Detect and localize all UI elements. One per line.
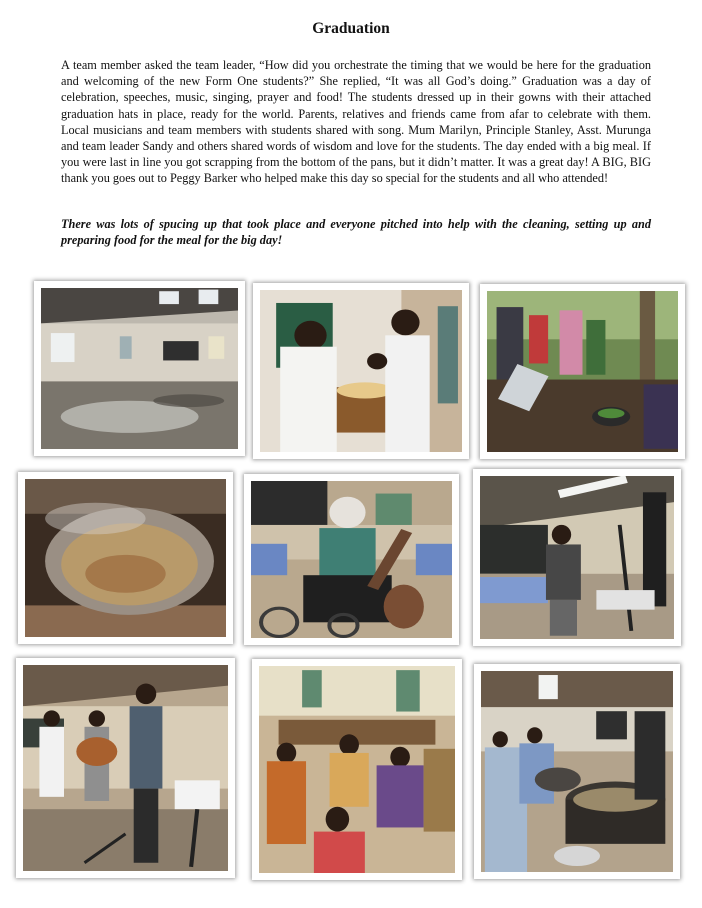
photo-large-cooking-pot [25, 479, 226, 637]
photo-frame-serving [474, 664, 680, 879]
photo-woman-with-guitar [251, 481, 452, 638]
photo-frame-outdoor [480, 284, 685, 459]
photo-students-preparing-food [260, 290, 462, 452]
photo-frame-guitar [244, 474, 459, 645]
body-paragraph: A team member asked the team leader, “How did you orchestrate the timing that we would be here for the graduation and welcoming of the new Form One students?” She replied, “It was all God’s doing.” Graduation was a day of celebration, speeches, music, singing, prayer and food! The students dressed up in their gowns with their attached graduation hats in place, ready for the world. Parents, relatives and friends came from afar to celebrate with them. Local musicians and team members with students shared with song. Mum Marilyn, Principle Stanley, Asst. Murunga and team leader Sandy and others shared words of wisdom and love for the students. The day ended with a big meal. If you were last in line you got scrapping from the bottom of the pans, but it didn’t matter. It was a great day! A BIG, BIG thank you goes out to Peggy Barker who helped make this day so special for the students and all who attended! [61, 58, 651, 186]
photo-outdoor-vegetables [487, 291, 678, 452]
photo-frame-cooking-pot [18, 472, 233, 644]
photo-frame-food-prep [253, 283, 469, 459]
photo-man-at-microphone [480, 476, 674, 639]
page-title: Graduation [312, 20, 390, 37]
photo-audience-seated [259, 666, 455, 873]
photo-frame-audience [252, 659, 462, 880]
photo-frame-musicians [16, 658, 235, 878]
photo-musicians-playing [23, 665, 228, 871]
italic-caption-paragraph: There was lots of spucing up that took place and everyone pitched into help with the cleaning, setting up and preparing food for the meal for the big day! [61, 217, 651, 248]
photo-serving-food [481, 671, 673, 872]
photo-frame-cleaning [34, 281, 245, 456]
photo-wet-classroom [41, 288, 238, 449]
photo-frame-speaker [473, 469, 681, 646]
